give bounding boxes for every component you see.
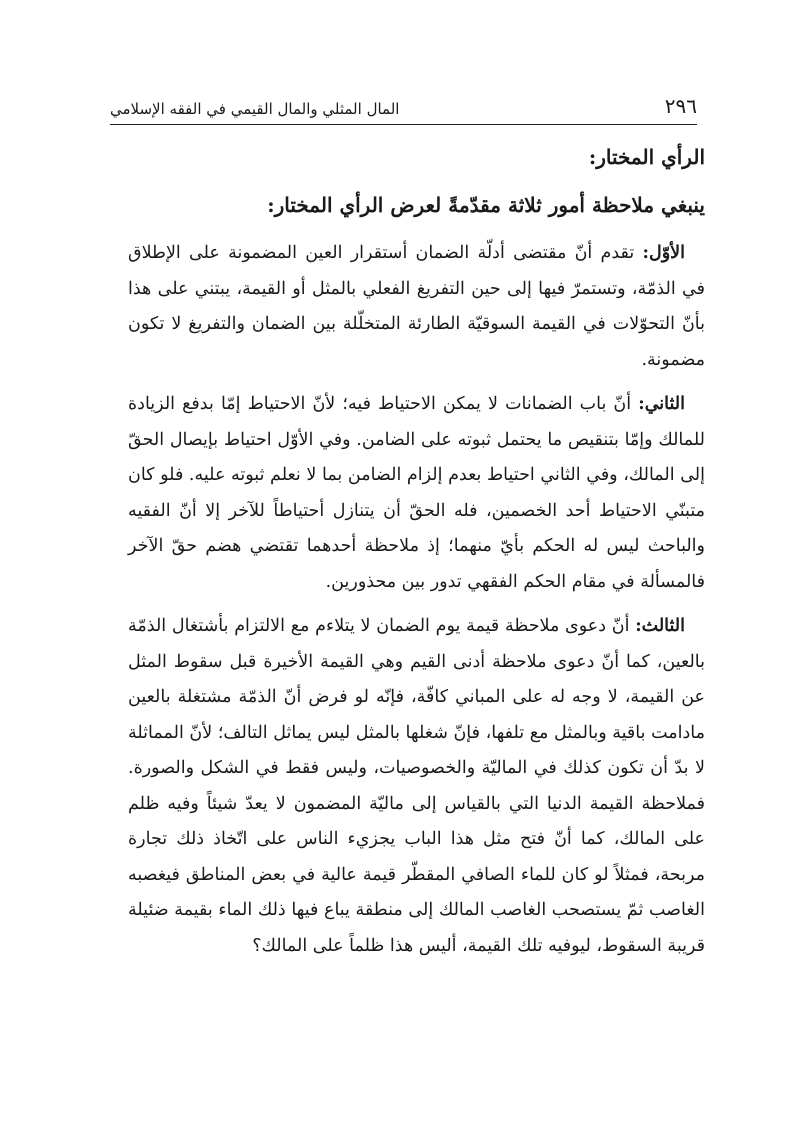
section-heading: الرأي المختار: bbox=[588, 145, 705, 169]
paragraph-label: الثالث: bbox=[635, 616, 685, 636]
page-number: ٢٩٦ bbox=[664, 94, 697, 118]
subsection-heading: ينبغي ملاحظة أمور ثلاثة مقدّمةً لعرض الرأي المختار: bbox=[267, 193, 705, 217]
paragraph-text: أنّ دعوى ملاحظة قيمة يوم الضمان لا يتلاءم مع الالتزام بأشتغال الذمّة بالعين، كما أنّ دعوى ملاحظة أدنى القيم وهي القيمة الأخيرة قبل سقوط المثل عن القيمة، لا وجه له على المباني كافّة، فإنّه لو فرض أنّ الذمّة مشتغلة بالعين مادامت باقية وبالمثل مع تلفها، فإنّ شغلها بالمثل ليس يماثل التالف؛ لأنّ المماثلة لا بدّ أن تكون كذلك في الماليّة والخصوصيات، وليس فقط في الشكل والصورة. فملاحظة القيمة الدنيا التي بالقياس إلى ماليّة المضمون لا يعدّ شيئاً وفيه ظلم على المالك، كما أنّ فتح مثل هذا الباب يجزيء الناس على اتّخاذ ذلك تجارة مربحة، فمثلاً لو كان للماء الصافي المقطّر قيمة عالية في بعض المناطق فيغصبه الغاصب ثمّ يستصحب الغاصب المالك إلى منطقة يباع فيها ذلك الماء بقيمة ضئيلة قريبة السقوط، ليوفيه تلك القيمة، أليس هذا ظلماً على المالك؟ bbox=[128, 616, 705, 956]
paragraph-label: الثاني: bbox=[638, 394, 685, 414]
running-title: المال المثلي والمال القيمي في الفقه الإسلامي bbox=[110, 100, 400, 118]
paragraph-text: أنّ باب الضمانات لا يمكن الاحتياط فيه؛ لأنّ الاحتياط إمّا بدفع الزيادة للمالك وإمّا بتنقيص ما يحتمل ثبوته على الضامن. وفي الأوّل احتياط بإيصال الحقّ إلى المالك، وفي الثاني احتياط بعدم إلزام الضامن بما لا نعلم ثبوته عليه. فلو كان متبنّي الاحتياط أحد الخصمين، فله الحقّ أن يتنازل أحتياطاً للآخر إلا أنّ الفقيه والباحث ليس له الحكم بأيّ منهما؛ إذ ملاحظة أحدهما تقتضي هضم حقّ الآخر فالمسألة في مقام الحكم الفقهي تدور بين محذورين. bbox=[128, 394, 706, 592]
page-body bbox=[128, 140, 705, 973]
paragraph-label: الأوّل: bbox=[642, 243, 685, 263]
page-header bbox=[110, 88, 697, 125]
paragraph-text: تقدم أنّ مقتضى أدلّة الضمان أستقرار العين المضمونة على الإطلاق في الذمّة، وتستمرّ فيها إلى حين التفريغ الفعلي بالمثل أو القيمة، يبتني على هذا بأنّ التحوّلات في القيمة السوقيّة الطارئة المتخلّلة بين الضمان والتفريغ لا تكون مضمونة. bbox=[128, 243, 705, 370]
paragraph-first bbox=[128, 236, 705, 378]
paragraph-second bbox=[128, 387, 705, 600]
paragraph-third bbox=[128, 609, 705, 964]
